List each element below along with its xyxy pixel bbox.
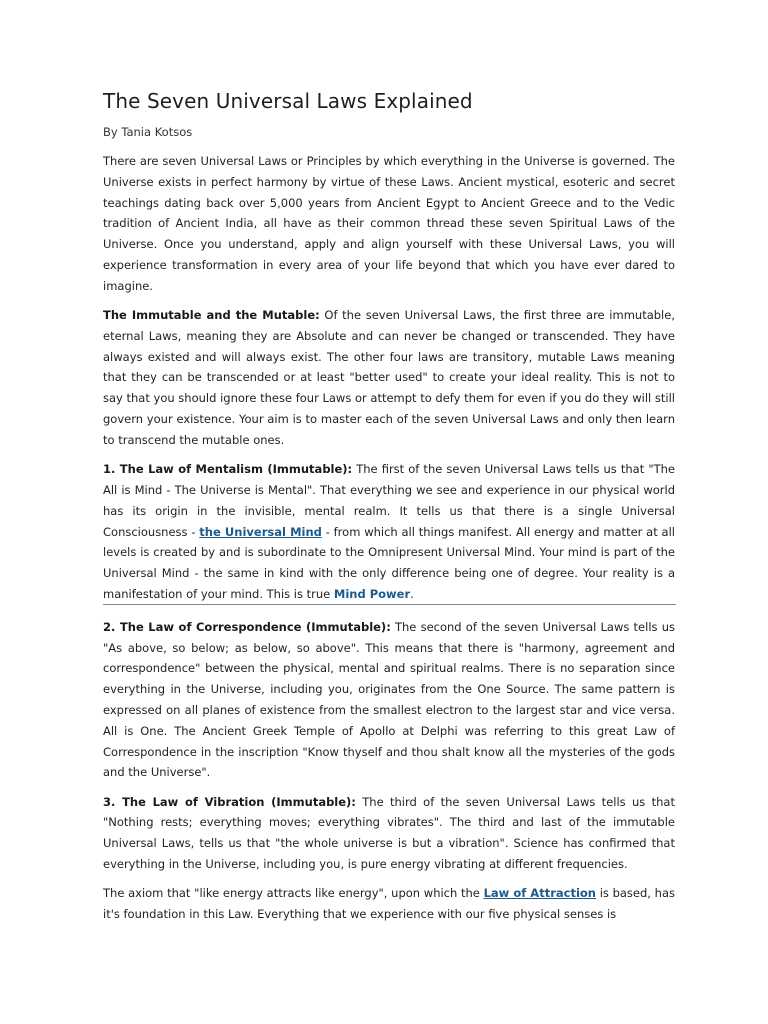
law-of-vibration-paragraph <box>103 792 675 875</box>
law-of-mentalism-text-a: The first of the seven Universal Laws tells us that "The All is Mind - The Universe is Mental". That everything we see and experience in our physical world has its origin in the invisible, mental realm. It tells us that there is a single Universal Consciousness - <box>103 462 675 539</box>
byline: By Tania Kotsos <box>103 125 193 139</box>
axiom-paragraph <box>103 883 675 925</box>
law-of-vibration-heading: 3. The Law of Vibration (Immutable): <box>103 794 356 809</box>
law-of-mentalism-heading: 1. The Law of Mentalism (Immutable): <box>103 462 353 477</box>
horizontal-divider <box>103 604 676 605</box>
intro-paragraph: There are seven Universal Laws or Principles by which everything in the Universe is governed. The Universe exists in perfect harmony by virtue of these Laws. Ancient mystical, esoteric and secret teachings dating back over 5,000 years from Ancient Egypt to Ancient Greece and to the Vedic tradition of Ancient India, all have as their common thread these seven Spiritual Laws of the Universe. Once you understand, apply and align yourself with these Universal Laws, you will experience transformation in every area of your life beyond that which you have ever dared to imagine. <box>103 154 675 293</box>
universal-mind-link[interactable]: the Universal Mind <box>199 524 322 539</box>
law-of-mentalism-text-b: - from which all things manifest. All energy and matter at all levels is created by and is subordinate to the Omnipresent Universal Mind. Your mind is part of the Universal Mind - the same in kind with the only difference being one of degree. Your reality is a manifestation of your mind. This is true <box>103 524 675 601</box>
axiom-text-b: is based, has it's foundation in this Law. Everything that we experience with our five physical senses is <box>103 886 675 922</box>
immutable-mutable-text: Of the seven Universal Laws, the first three are immutable, eternal Laws, meaning they are Absolute and can never be changed or transcended. They have always existed and will always exist. The other four laws are transitory, mutable Laws meaning that they can be transcended or at least "better used" to create your ideal reality. This is not to say that you should ignore these four Laws or attempt to defy them for even if you do they will still govern your existence. Your aim is to master each of the seven Universal Laws and only then learn to transcend the mutable ones. <box>103 308 675 447</box>
immutable-mutable-paragraph <box>103 305 675 451</box>
law-of-correspondence-heading: 2. The Law of Correspondence (Immutable): <box>103 619 391 634</box>
law-of-mentalism-text-c: . <box>410 586 414 601</box>
page-title: The Seven Universal Laws Explained <box>103 89 473 113</box>
immutable-mutable-heading: The Immutable and the Mutable: <box>103 308 320 323</box>
law-of-attraction-link[interactable]: Law of Attraction <box>483 886 596 901</box>
law-of-mentalism-paragraph <box>103 459 675 605</box>
law-of-correspondence-text: The second of the seven Universal Laws tells us "As above, so below; as below, so above". This means that there is "harmony, agreement and correspondence" between the physical, mental and spiritual realms. There is no separation since everything in the Universe, including you, originates from the One Source. The same pattern is expressed on all planes of existence from the smallest electron to the largest star and vice versa. All is One. The Ancient Greek Temple of Apollo at Delphi was referring to this great Law of Correspondence in the inscription "Know thyself and thou shalt know all the mysteries of the gods and the Universe". <box>103 619 675 780</box>
article <box>103 86 675 925</box>
law-of-vibration-text: The third of the seven Universal Laws tells us that "Nothing rests; everything moves; everything vibrates". The third and last of the immutable Universal Laws, tells us that "the whole universe is but a vibration". Science has confirmed that everything in the Universe, including you, is pure energy vibrating at different frequencies. <box>103 794 675 871</box>
mind-power-link[interactable]: Mind Power <box>333 586 411 601</box>
axiom-text-a: The axiom that "like energy attracts like energy", upon which the <box>103 886 484 901</box>
law-of-correspondence-paragraph <box>103 617 675 783</box>
